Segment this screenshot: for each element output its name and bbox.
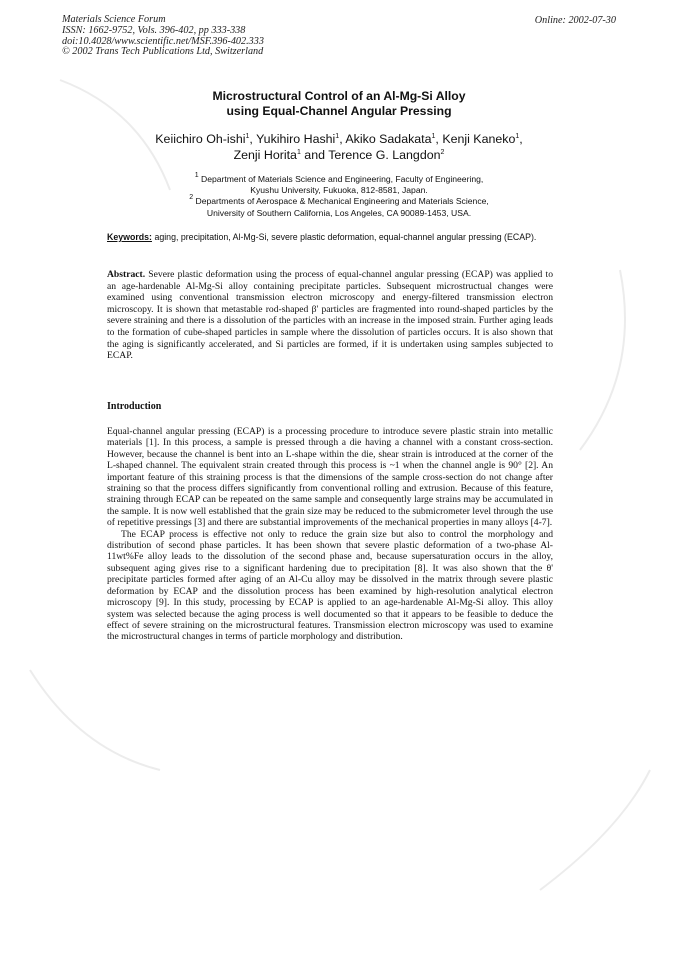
title-line-1: Microstructural Control of an Al-Mg-Si Alloy bbox=[212, 89, 466, 103]
paragraph: The ECAP process is effective not only to reduce the grain size but also to control the morphology and distribution of second phase particles. It has been shown that severe plastic deformation of a two-phase Al-11wt%Fe alloy leads to the dissolution of the second phase and, because supersaturation occurs in the alloy, subsequent aging gives rise to a significant hardening due to precipitation [8]. It was also shown that the θ' precipitate particles formed after aging of an Al-Cu alloy may be dissolved in the matrix through severe plastic deformation by ECAP and the dissolution process has been examined by high-resolution analytical electron microscopy [9]. In this study, processing by ECAP is applied to an age-hardenable Al-Mg-Si alloy. This alloy system was selected because the aging process is well documented so that it appears to be feasible to deduce the effect of severe straining on the microstructural features. Transmission electron microscopy was used to examine the microstructural changes in terms of particle morphology and distribution. bbox=[107, 528, 553, 643]
affiliation-mark: 1 bbox=[335, 133, 340, 140]
affiliation-text: Departments of Aerospace & Mechanical Engineering and Materials Science, bbox=[195, 196, 489, 207]
keywords-label: Keywords: bbox=[107, 232, 152, 242]
paragraph: Equal-channel angular pressing (ECAP) is a processing procedure to introduce severe plastic strain into metallic materials [1]. In this process, a sample is pressed through a die having a channel with a constant cross-section. However, because the channel is bent into an L-shape within the die, shear strain is introduced at the corner of the L-shaped channel. The equivalent strain created through this process is ~1 when the channel angle is 90° [2]. An important feature of this straining process is that the dimensions of the sample cross-section do not change after straining so that the process differs significantly from conventional rolling and extrusion. Because of this feature, straining through ECAP can be repeated on the same sample and consequently large strains may be accumulated in the sample. It is now well established that the grain size may be reduced to the submicrometer level through the use of repetitive pressings [3] and there are substantial improvements of the mechanical properties in many alloys [4-7]. bbox=[107, 426, 553, 529]
abstract bbox=[107, 269, 553, 362]
affiliation-mark: 1 bbox=[296, 149, 301, 156]
affiliation-mark: 1 bbox=[194, 172, 199, 179]
journal-name: Materials Science Forum bbox=[62, 14, 166, 25]
authors-line-1: Keiichiro Oh-ishi$^1$, Yukihiro Hashi$^1$, Akiko Sadakata$^1$, Kenji Kaneko$^1$, bbox=[155, 132, 523, 146]
keywords bbox=[107, 232, 553, 244]
author-name: Terence G. Langdon bbox=[328, 148, 441, 162]
affiliation-2-line-2: University of Southern California, Los Angeles, CA 90089-1453, USA. bbox=[206, 207, 472, 218]
doi-line: doi:10.4028/www.scientific.net/MSF.396-402.333 bbox=[62, 35, 264, 47]
author-list bbox=[0, 131, 678, 163]
section-heading: Introduction bbox=[107, 401, 162, 412]
author-name: Keiichiro Oh-ishi bbox=[155, 132, 246, 146]
abstract-label: Abstract. bbox=[107, 269, 146, 280]
affiliation-mark: 1 bbox=[515, 133, 520, 140]
keywords-text: aging, precipitation, Al-Mg-Si, severe plastic deformation, equal-channel angular pressing (ECAP). bbox=[154, 232, 537, 242]
author-name: Kenji Kaneko bbox=[442, 132, 516, 146]
introduction-body bbox=[107, 426, 553, 643]
and-word: and bbox=[304, 148, 325, 162]
author-name: Zenji Horita bbox=[233, 148, 297, 162]
paper-title bbox=[0, 89, 678, 119]
author-name: Yukihiro Hashi bbox=[256, 132, 336, 146]
affiliation-mark: 2 bbox=[189, 194, 194, 202]
affiliation-1-line-2: Kyushu University, Fukuoka, 812-8581, Japan. bbox=[250, 185, 428, 196]
affiliations bbox=[0, 174, 678, 219]
issn-line: ISSN: 1662-9752, Vols. 396-402, pp 333-338 bbox=[62, 24, 246, 36]
abstract-text: Severe plastic deformation using the process of equal-channel angular pressing (ECAP) was applied to an age-hardenable Al-Mg-Si alloy containing precipitate particles. Subsequent microstructual changes were examined using conventional transmission electron microscopy and energy-filtered transmission electron microscopy. It is shown that metastable rod-shaped β' particles are fragmented into round-shaped particles by the severe straining and there is a dissolution of the particles with an increase in the imposed strain. Further aging leads to the formation of cube-shaped particles in sample where the dissolution of particles occurs. It is also shown that the aging is significantly accelerated, and Si particles are formed, if it is undertaken using samples subjected to ECAP. bbox=[107, 269, 554, 362]
affiliation-2-line-1 bbox=[0, 196, 678, 207]
authors-line-2 bbox=[0, 147, 678, 163]
copyright-line: © 2002 Trans Tech Publications Ltd, Switzerland bbox=[62, 46, 264, 58]
title-line-2: using Equal-Channel Angular Pressing bbox=[226, 104, 452, 118]
journal-metadata bbox=[62, 15, 322, 58]
affiliation-text: Department of Materials Science and Engineering, Faculty of Engineering, bbox=[200, 174, 484, 184]
affiliation-mark: 1 bbox=[245, 133, 250, 140]
affiliation-mark: 1 bbox=[431, 133, 436, 140]
affiliation-1-line-1 bbox=[0, 174, 678, 185]
affiliation-mark: 2 bbox=[440, 149, 445, 156]
online-date: Online: 2002-07-30 bbox=[534, 15, 616, 26]
author-name: Akiko Sadakata bbox=[345, 132, 432, 146]
